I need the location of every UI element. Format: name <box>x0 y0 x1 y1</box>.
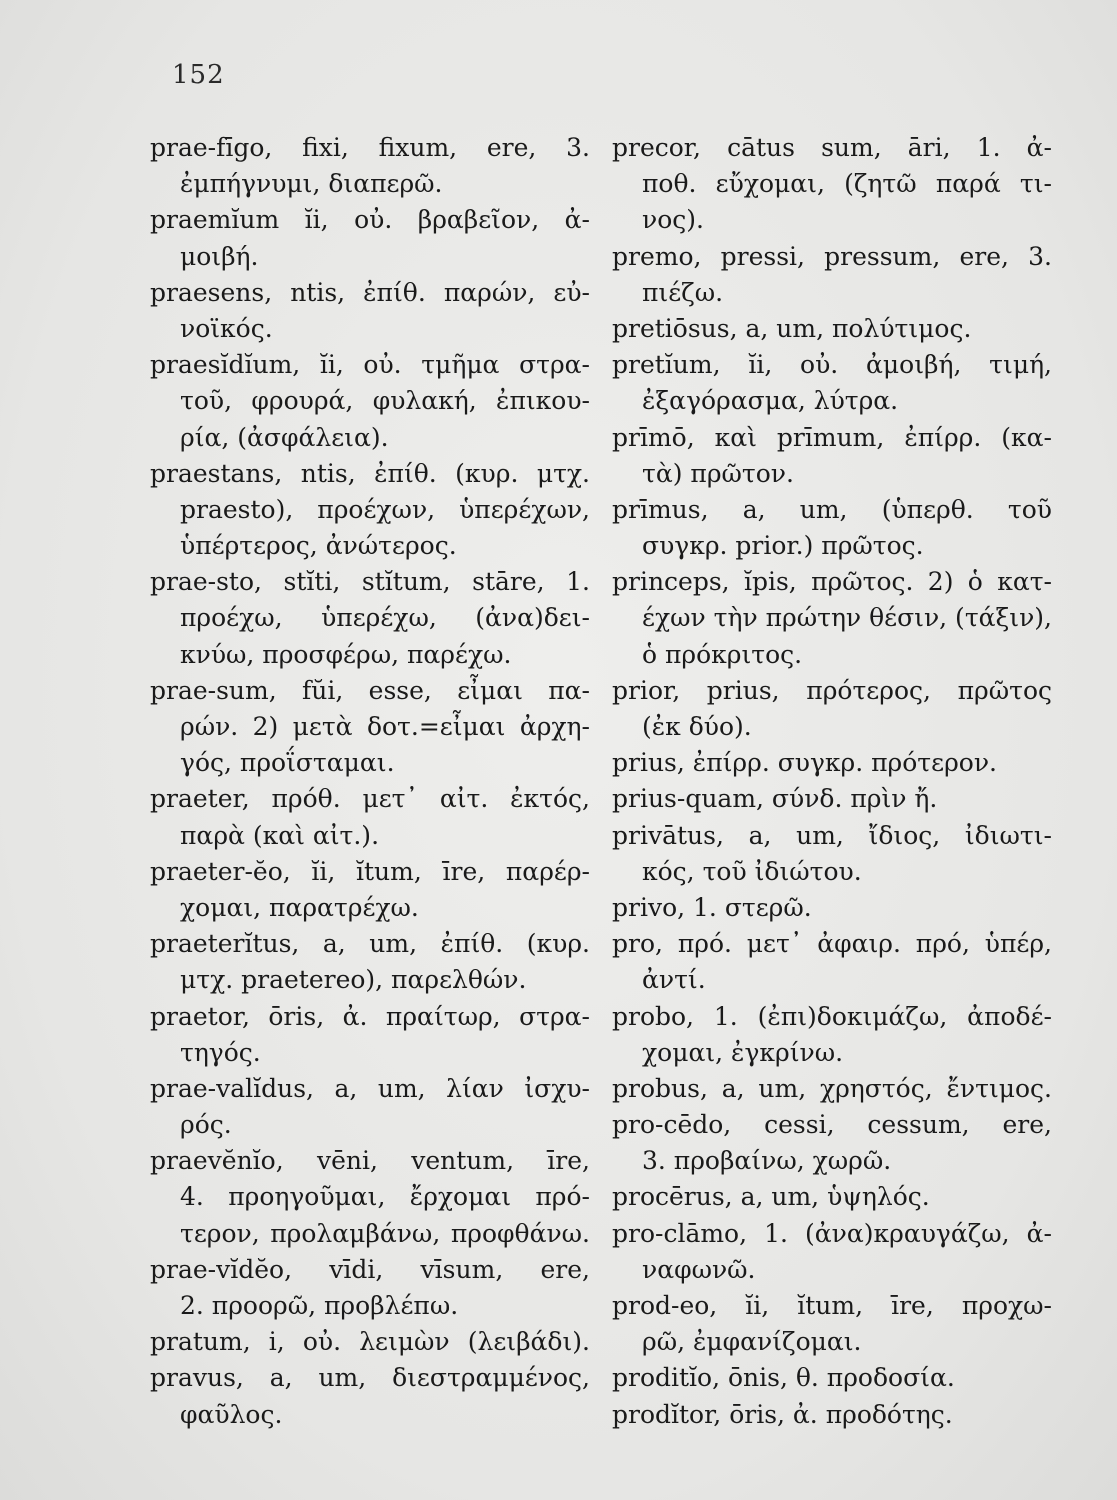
entry-line: prior, prius, πρότερος, πρῶτος <box>612 675 1052 705</box>
entry-continuation-line: ἀντί. <box>642 965 706 995</box>
entry-continuation-line: (ἐκ δύο). <box>642 712 752 741</box>
entry-line: praeterĭtus, a, um, ἐπίθ. (κυρ. <box>150 929 590 959</box>
entry-line: prae-sum, fŭi, esse, εἶμαι πα- <box>150 675 590 705</box>
entry-line: praesens, ntis, ἐπίθ. παρών, εὐ- <box>150 277 590 307</box>
entry-line: precor, cātus sum, āri, 1. ἀ- <box>612 133 1052 162</box>
entry-continuation-line: 2. προορῶ, προβλέπω. <box>180 1291 459 1320</box>
entry-continuation-line: συγκρ. prior.) πρῶτος. <box>642 531 924 561</box>
entry-continuation-line: 3. προβαίνω, χωρῶ. <box>642 1146 892 1176</box>
entry-continuation-line: νος). <box>642 205 704 235</box>
entry-continuation-line: πιέζω. <box>642 277 724 307</box>
entry-line: pro-cēdo, cessi, cessum, ere, <box>612 1110 1052 1140</box>
entry-line: pravus, a, um, διεστραμμένος, <box>150 1363 590 1393</box>
entry-line: probus, a, um, χρηστός, ἔντιμος. <box>612 1073 1052 1103</box>
entry-continuation-line: μτχ. praetereo), παρελθών. <box>180 965 527 995</box>
entry-continuation-line: ναφωνῶ. <box>642 1254 756 1284</box>
page-number: 152 <box>172 60 225 90</box>
right-column <box>612 130 1052 1433</box>
entry-line: pretĭum, ĭi, οὐ. ἀμοιβή, τιμή, <box>612 350 1052 380</box>
entry-continuation-line: γός, προΐσταμαι. <box>180 748 395 778</box>
entry-line: praestans, ntis, ἐπίθ. (κυρ. μτχ. <box>150 458 590 488</box>
entry-continuation-line: έχων τὴν πρώτην θέσιν, (τάξιν), <box>642 603 1052 633</box>
left-column <box>150 130 590 1433</box>
entry-continuation-line: κός, τοῦ ἰδιώτου. <box>642 856 862 886</box>
entry-line: pratum, i, οὐ. λειμὼν (λειβάδι). <box>150 1327 590 1357</box>
entry-continuation-line: ἐμπήγνυμι, διαπερῶ. <box>180 169 443 199</box>
entry-line: pretiōsus, a, um, πολύτιμος. <box>612 313 972 343</box>
entry-line: privātus, a, um, ἴδιος, ἰδιωτι- <box>612 820 1052 850</box>
entry-line: procērus, a, um, ὑψηλός. <box>612 1182 930 1212</box>
entry-continuation-line: praesto), προέχων, ὑπερέχων, <box>180 494 590 524</box>
entry-continuation-line: παρὰ (καὶ αἰτ.). <box>180 820 380 850</box>
entry-line: prae-valĭdus, a, um, λίαν ἰσχυ- <box>150 1073 590 1103</box>
entry-line: praetor, ōris, ἀ. πραίτωρ, στρα- <box>150 1001 590 1031</box>
entry-line: pro, πρό. μετ᾽ ἀφαιρ. πρό, ὑπέρ, <box>612 929 1052 959</box>
entry-line: prius, ἐπίρρ. συγκρ. πρότερον. <box>612 748 997 778</box>
entry-continuation-line: προέχω, ὑπερέχω, (ἀνα)δει- <box>180 603 590 633</box>
entry-continuation-line: τὰ) πρῶτον. <box>642 458 794 488</box>
entry-line: prius-quam, σύνδ. πρὶν ἤ. <box>612 784 938 814</box>
entry-line: princeps, ĭpis, πρῶτος. 2) ὁ κατ- <box>612 567 1052 597</box>
entry-line: prae-vĭdĕo, vīdi, vīsum, ere, <box>150 1254 590 1284</box>
entry-line: pro-clāmo, 1. (ἀνα)κραυγάζω, ἀ- <box>612 1218 1052 1248</box>
entry-line: praemĭum ĭi, οὐ. βραβεῖον, ἀ- <box>150 205 590 235</box>
entry-line: probo, 1. (ἐπι)δοκιμάζω, ἀποδέ- <box>612 1001 1052 1031</box>
entry-continuation-line: ὑπέρτερος, ἀνώτερος. <box>180 531 457 561</box>
entry-continuation-line: ρία, (ἀσφάλεια). <box>180 422 389 452</box>
entry-line: prīmus, a, um, (ὑπερθ. τοῦ <box>612 494 1052 524</box>
entry-continuation-line: τηγός. <box>180 1037 261 1067</box>
entry-line: proditĭo, ōnis, θ. προδοσία. <box>612 1363 955 1393</box>
entry-continuation-line: μοιβή. <box>180 241 259 271</box>
entry-continuation-line: ὁ πρόκριτος. <box>642 639 803 669</box>
entry-continuation-line: ρός. <box>180 1110 232 1140</box>
entry-continuation-line: ἐξαγόρασμα, λύτρα. <box>642 386 899 416</box>
entry-continuation-line: νοϊκός. <box>180 313 273 343</box>
entry-line: privo, 1. στερῶ. <box>612 892 812 922</box>
entry-continuation-line: χομαι, παρατρέχω. <box>180 892 419 922</box>
entry-line: praeter-ĕo, ĭi, ĭtum, īre, παρέρ- <box>150 856 590 886</box>
entry-continuation-line: ρῶ, ἐμφανίζομαι. <box>642 1327 862 1357</box>
entry-continuation-line: φαῦλος. <box>180 1399 283 1429</box>
entry-line: prae-sto, stĭti, stĭtum, stāre, 1. <box>150 567 590 597</box>
entry-line: praesĭdĭum, ĭi, οὐ. τμῆμα στρα- <box>150 350 590 380</box>
entry-line: prīmō, καὶ prīmum, ἐπίρρ. (κα- <box>612 422 1052 452</box>
entry-line: prod-eo, ĭi, ĭtum, īre, προχω- <box>612 1291 1052 1320</box>
entry-continuation-line: τερον, προλαμβάνω, προφθάνω. <box>180 1218 590 1248</box>
entry-line: praevĕnĭo, vēni, ventum, īre, <box>150 1146 590 1176</box>
entry-line: prae-fīgo, fixi, fixum, ere, 3. <box>150 133 590 162</box>
entry-line: premo, pressi, pressum, ere, 3. <box>612 241 1052 271</box>
entry-continuation-line: 4. προηγοῦμαι, ἔρχομαι πρό- <box>180 1182 590 1212</box>
entry-continuation-line: τοῦ, φρουρά, φυλακή, ἐπικου- <box>180 386 590 416</box>
entry-continuation-line: χομαι, ἐγκρίνω. <box>642 1037 844 1067</box>
entry-continuation-line: ρών. 2) μετὰ δοτ.=εἶμαι ἀρχη- <box>180 712 590 741</box>
entry-line: prodĭtor, ōris, ἀ. προδότης. <box>612 1399 953 1429</box>
entry-continuation-line: ποθ. εὔχομαι, (ζητῶ παρά τι- <box>642 169 1052 199</box>
entry-continuation-line: κνύω, προσφέρω, παρέχω. <box>180 639 512 669</box>
entry-line: praeter, πρόθ. μετ᾽ αἰτ. ἐκτός, <box>150 784 590 814</box>
